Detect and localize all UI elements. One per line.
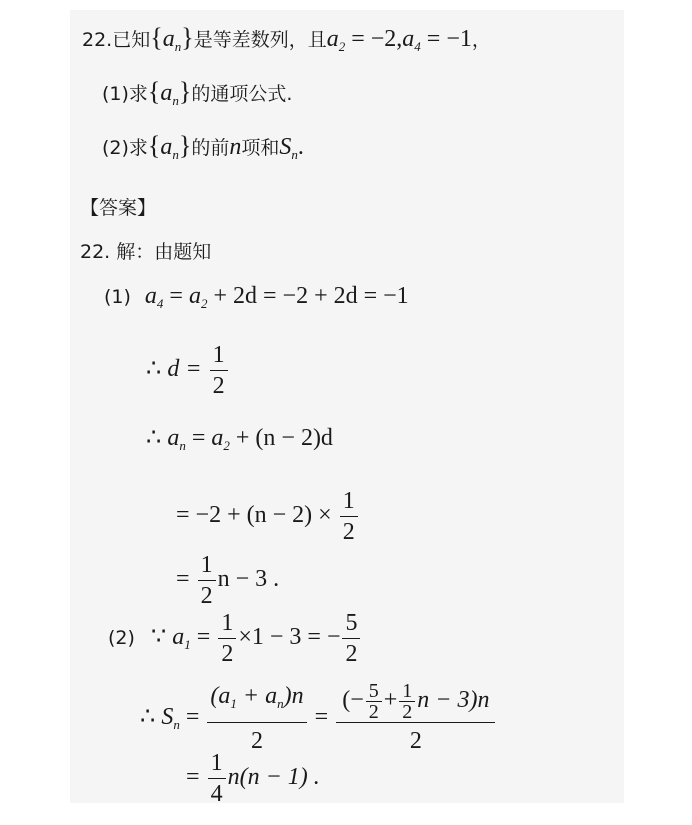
problem-card <box>70 10 624 807</box>
fraction-one-half: $\frac{1}{2}$ <box>340 486 358 547</box>
an-substitution: = −2 + (n − 2) × $\frac{1}{2}$ <box>176 482 360 548</box>
answer-heading: 【答案】 <box>80 197 157 219</box>
sn-formula: ∴ $S_n$ = $\frac{(a_1 + a_n)n}{2}$ = (− $\frac{5}{2}$ + $\frac{1}{2}$ n − 3)n 2 <box>140 678 497 752</box>
d-value: ∴ d = $\frac{1}{2}$ <box>146 336 230 402</box>
step-1-equation: (1) $a_4 = a_2 + 2d = -2 + 2d = -1$ <box>104 283 409 311</box>
fraction-one-half: $\frac{1}{2}$ <box>210 340 228 401</box>
step-2-a1: (2) ∵ $a_1$ = $\frac{1}{2}$ ×1 − 3 = − $\frac{5}{2}$ <box>108 604 362 670</box>
fraction-substituted-sum: (− $\frac{5}{2}$ + $\frac{1}{2}$ n − 3)n 2 <box>336 678 495 759</box>
problem-part-1: (1)求$\{a_n\}$的通项公式. <box>102 77 293 108</box>
answer-intro: 22. 解：由题知 <box>80 241 212 263</box>
problem-part-2: (2)求$\{a_n\}$的前n项和$S_n$. <box>102 131 304 162</box>
fraction-one-quarter: $\frac{1}{4}$ <box>208 748 226 809</box>
problem-statement: 22.已知$\{a_n\}$是等差数列，且$a_2 = -2,a_4 = -1$， <box>82 23 491 54</box>
an-formula: ∴ $a_n = a_2 + (n - 2)d$ <box>146 425 333 453</box>
sn-result: = $\frac{1}{4}$ n(n − 1) . <box>186 750 320 807</box>
fraction-sum-formula: $\frac{(a_1 + a_n)n}{2}$ <box>207 678 306 759</box>
fraction-five-halves: $\frac{5}{2}$ <box>342 608 360 669</box>
fraction-one-half: $\frac{1}{2}$ <box>399 681 415 722</box>
fraction-one-half: $\frac{1}{2}$ <box>218 608 236 669</box>
fraction-one-half: $\frac{1}{2}$ <box>198 550 216 611</box>
an-result: = $\frac{1}{2}$ n − 3 . <box>176 552 280 609</box>
fraction-five-halves: $\frac{5}{2}$ <box>366 681 382 722</box>
problem-number: 22. <box>82 29 113 51</box>
